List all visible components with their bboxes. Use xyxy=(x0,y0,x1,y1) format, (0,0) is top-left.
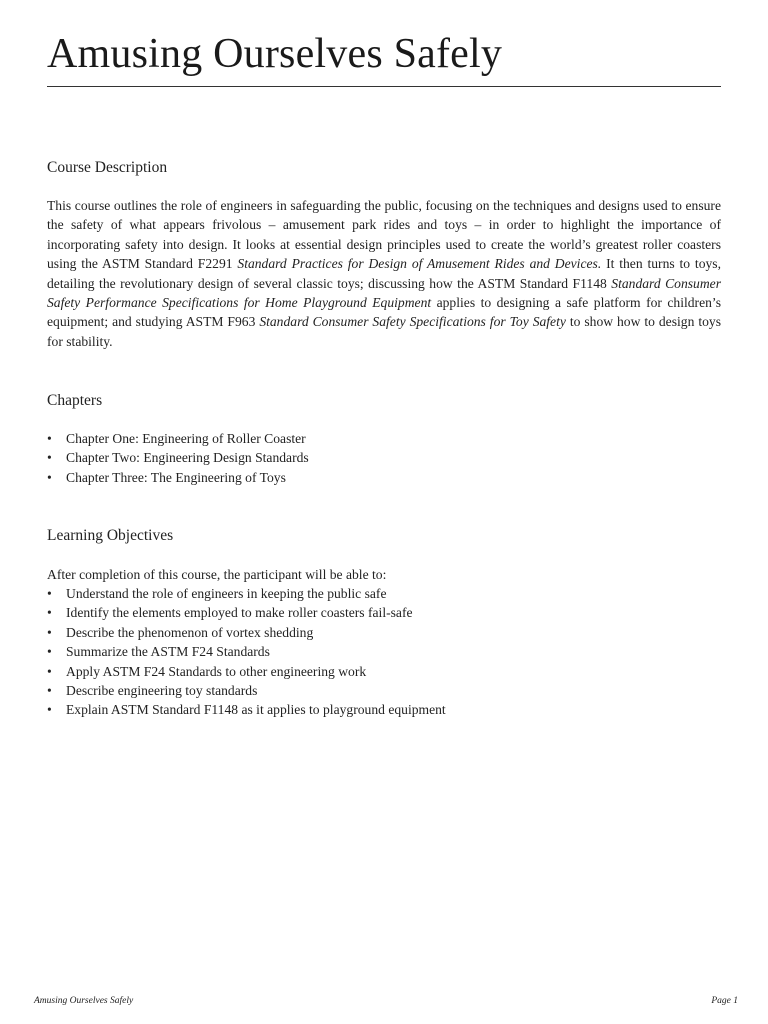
objective-item-label: Apply ASTM F24 Standards to other engineering work xyxy=(66,663,367,679)
objective-item xyxy=(47,662,721,681)
description-text: It then turns to toys, detailing the revolutionary design of several classic toys; discussing how the ASTM Standard F1148 xyxy=(47,256,721,291)
page-title: Amusing Ourselves Safely xyxy=(47,31,503,77)
description-text: This course outlines the role of engineers in safeguarding the public, focusing on the techniques and designs used to ensure the safety of what appears frivolous – amusement park rides and toys – in order to highlight the importance of incorporating safety into design. It looks at essential design principles used to create the world’s greatest roller coasters using the ASTM Standard F2291 xyxy=(47,198,721,272)
footer-page-number: Page 1 xyxy=(711,996,738,1006)
bullet-marker: • xyxy=(47,702,52,718)
objective-item xyxy=(47,681,721,700)
bullet-marker: • xyxy=(47,644,52,660)
title-divider xyxy=(47,86,721,87)
bullet-marker: • xyxy=(47,431,52,446)
bullet-marker: • xyxy=(47,663,52,679)
objective-item-label: Identify the elements employed to make roller coasters fail-safe xyxy=(66,605,413,621)
bullet-marker: • xyxy=(47,624,52,640)
bullet-marker: • xyxy=(47,586,52,601)
bullet-marker: • xyxy=(47,450,52,466)
bullet-marker: • xyxy=(47,469,52,485)
objective-item xyxy=(47,584,721,603)
chapter-item xyxy=(47,448,721,467)
objective-item xyxy=(47,623,721,642)
learning-objectives-intro: After completion of this course, the participant will be able to: xyxy=(47,567,387,582)
chapter-item-label: Chapter One: Engineering of Roller Coaster xyxy=(66,431,306,446)
learning-objectives-heading: Learning Objectives xyxy=(47,527,174,544)
course-description-heading: Course Description xyxy=(47,159,168,176)
standard-title-text: Standard Practices for Design of Amusement Rides and Devices. xyxy=(237,256,602,272)
objective-item-label: Explain ASTM Standard F1148 as it applies to playground equipment xyxy=(66,702,446,718)
bullet-marker: • xyxy=(47,683,52,699)
bullet-marker: • xyxy=(47,605,52,621)
objective-item-label: Describe engineering toy standards xyxy=(66,683,258,699)
objective-item xyxy=(47,603,721,622)
chapter-item xyxy=(47,429,721,448)
objective-item-label: Understand the role of engineers in keeping the public safe xyxy=(66,586,387,601)
course-description-body xyxy=(47,196,721,351)
footer-document-title: Amusing Ourselves Safely xyxy=(34,996,134,1006)
chapters-list xyxy=(47,429,721,487)
description-text: applies to designing a safe platform for children’s equipment; and studying ASTM F963 xyxy=(47,295,721,330)
objective-item xyxy=(47,642,721,661)
description-text: to show how to design toys for stability. xyxy=(47,314,721,349)
chapters-heading: Chapters xyxy=(47,392,103,409)
objective-item xyxy=(47,700,721,719)
chapter-item xyxy=(47,468,721,487)
chapter-item-label: Chapter Three: The Engineering of Toys xyxy=(66,469,286,485)
objective-item-label: Describe the phenomenon of vortex shedding xyxy=(66,624,314,640)
chapter-item-label: Chapter Two: Engineering Design Standards xyxy=(66,450,309,466)
objective-item-label: Summarize the ASTM F24 Standards xyxy=(66,644,270,660)
standard-title-text: Standard Consumer Safety Performance Specifications for Home Playground Equipment xyxy=(47,275,721,311)
learning-objectives-list xyxy=(47,584,721,720)
standard-title-text: Standard Consumer Safety Specifications for Toy Safety xyxy=(259,314,566,330)
